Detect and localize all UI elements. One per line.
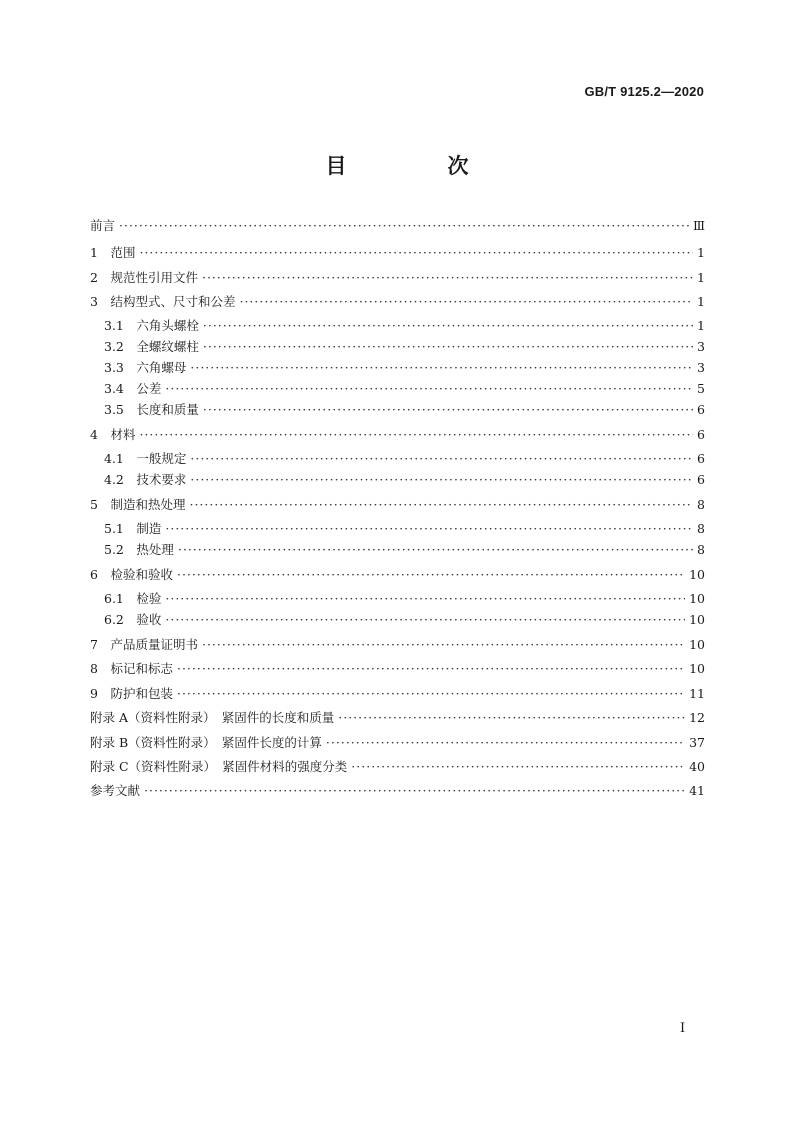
toc-entry-page: 6 — [697, 402, 705, 417]
toc-entry[interactable] — [90, 610, 705, 628]
toc-entry[interactable] — [90, 400, 705, 418]
toc-entry-label: 附录 C（资料性附录） 紧固件材料的强度分类 — [90, 759, 348, 774]
toc-entry[interactable] — [90, 684, 705, 702]
toc-entry[interactable] — [90, 449, 705, 467]
toc-dot-leader — [139, 427, 693, 442]
toc-entry-label: 4.2 技术要求 — [104, 472, 187, 487]
toc-entry-label: 5 制造和热处理 — [90, 497, 186, 512]
toc-entry-label: 8 标记和标志 — [90, 661, 173, 676]
toc-entry[interactable] — [90, 540, 705, 558]
toc-entry-page: 11 — [689, 686, 705, 701]
toc-entry-page: 10 — [689, 661, 705, 676]
toc-entry[interactable] — [90, 243, 705, 261]
toc-entry-label: 5.2 热处理 — [104, 542, 174, 557]
toc-dot-leader — [338, 710, 685, 725]
toc-entry-page: 3 — [697, 360, 705, 375]
toc-entry[interactable] — [90, 470, 705, 488]
toc-entry-page: 10 — [689, 591, 705, 606]
toc-dot-leader — [189, 497, 693, 512]
toc-entry[interactable] — [90, 757, 705, 775]
toc-entry-page: 1 — [697, 270, 705, 285]
toc-entry[interactable] — [90, 316, 705, 334]
toc-entry-label: 5.1 制造 — [104, 521, 162, 536]
toc-dot-leader — [144, 783, 685, 798]
toc-entry-page: 10 — [689, 637, 705, 652]
toc-dot-leader — [202, 270, 693, 285]
toc-dot-leader — [190, 360, 693, 375]
toc-dot-leader — [203, 402, 693, 417]
toc-entry[interactable] — [90, 659, 705, 677]
toc-entry[interactable] — [90, 292, 705, 310]
toc-dot-leader — [165, 381, 693, 396]
toc-dot-leader — [119, 218, 689, 233]
toc-entry[interactable] — [90, 733, 705, 751]
toc-entry[interactable] — [90, 781, 705, 799]
toc-entry[interactable] — [90, 708, 705, 726]
toc-entry-label: 9 防护和包装 — [90, 686, 173, 701]
toc-entry[interactable] — [90, 565, 705, 583]
toc-dot-leader — [139, 245, 693, 260]
toc-entry-label: 3.3 六角螺母 — [104, 360, 187, 375]
toc-entry-page: 6 — [697, 451, 705, 466]
toc-entry[interactable] — [90, 379, 705, 397]
toc-entry-label: 1 范围 — [90, 245, 136, 260]
toc-entry-label: 前言 — [90, 218, 116, 233]
toc-dot-leader — [326, 735, 685, 750]
toc-dot-leader — [239, 294, 693, 309]
page-title: 目 次 — [325, 154, 509, 178]
toc-entry[interactable] — [90, 635, 705, 653]
toc-entry-label: 附录 B（资料性附录） 紧固件长度的计算 — [90, 735, 322, 750]
toc-entry[interactable] — [90, 519, 705, 537]
toc-entry-label: 6 检验和验收 — [90, 567, 173, 582]
toc-entry[interactable] — [90, 589, 705, 607]
toc-dot-leader — [203, 318, 693, 333]
toc-entry-label: 2 规范性引用文件 — [90, 270, 198, 285]
toc-entry-page: 37 — [689, 735, 705, 750]
toc-entry-label: 附录 A（资料性附录） 紧固件的长度和质量 — [90, 710, 335, 725]
toc-entry-label: 4 材料 — [90, 427, 136, 442]
toc-entry-label: 3.5 长度和质量 — [104, 402, 199, 417]
toc-entry-label: 7 产品质量证明书 — [90, 637, 198, 652]
toc-entry-label: 参考文献 — [90, 783, 141, 798]
toc-entry-label: 6.1 检验 — [104, 591, 162, 606]
standard-code: GB/T 9125.2—2020 — [584, 84, 704, 99]
toc-entry-label: 4.1 一般规定 — [104, 451, 187, 466]
toc-dot-leader — [190, 472, 693, 487]
toc-dot-leader — [177, 567, 685, 582]
toc-entry-label: 3.4 公差 — [104, 381, 162, 396]
toc-entry-label: 3.1 六角头螺栓 — [104, 318, 199, 333]
toc-dot-leader — [165, 591, 685, 606]
toc-entry-page: 8 — [697, 497, 705, 512]
toc-dot-leader — [165, 612, 685, 627]
toc-entry-page: 12 — [689, 710, 705, 725]
toc-entry[interactable] — [90, 425, 705, 443]
toc-entry-page: 1 — [697, 318, 705, 333]
toc-entry-page: 6 — [697, 472, 705, 487]
toc-dot-leader — [178, 542, 693, 557]
toc-entry-label: 6.2 验收 — [104, 612, 162, 627]
toc-dot-leader — [190, 451, 693, 466]
toc-entry-page: 8 — [697, 542, 705, 557]
toc-entry-label: 3 结构型式、尺寸和公差 — [90, 294, 236, 309]
toc-entry-page: 10 — [689, 612, 705, 627]
toc-entry-page: 1 — [697, 294, 705, 309]
toc-entry-page: 3 — [697, 339, 705, 354]
toc-entry-label: 3.2 全螺纹螺柱 — [104, 339, 199, 354]
toc-entry-page: 8 — [697, 521, 705, 536]
page-number: Ⅰ — [680, 1021, 686, 1036]
toc-entry-page: 1 — [697, 245, 705, 260]
toc-entry-page: 6 — [697, 427, 705, 442]
toc-entry-page: 40 — [689, 759, 705, 774]
toc-entry-page: 41 — [689, 783, 705, 798]
toc-dot-leader — [177, 661, 685, 676]
toc-dot-leader — [202, 637, 685, 652]
toc-entry-page: Ⅲ — [692, 218, 705, 233]
toc-entry[interactable] — [90, 216, 705, 234]
toc-entry-page: 5 — [697, 381, 705, 396]
toc-dot-leader — [203, 339, 693, 354]
toc-entry-page: 10 — [689, 567, 705, 582]
toc-entry[interactable] — [90, 268, 705, 286]
toc-dot-leader — [351, 759, 685, 774]
toc-entry[interactable] — [90, 358, 705, 376]
toc-dot-leader — [177, 686, 685, 701]
toc-entry[interactable] — [90, 337, 705, 355]
toc-entry[interactable] — [90, 495, 705, 513]
toc-dot-leader — [165, 521, 693, 536]
